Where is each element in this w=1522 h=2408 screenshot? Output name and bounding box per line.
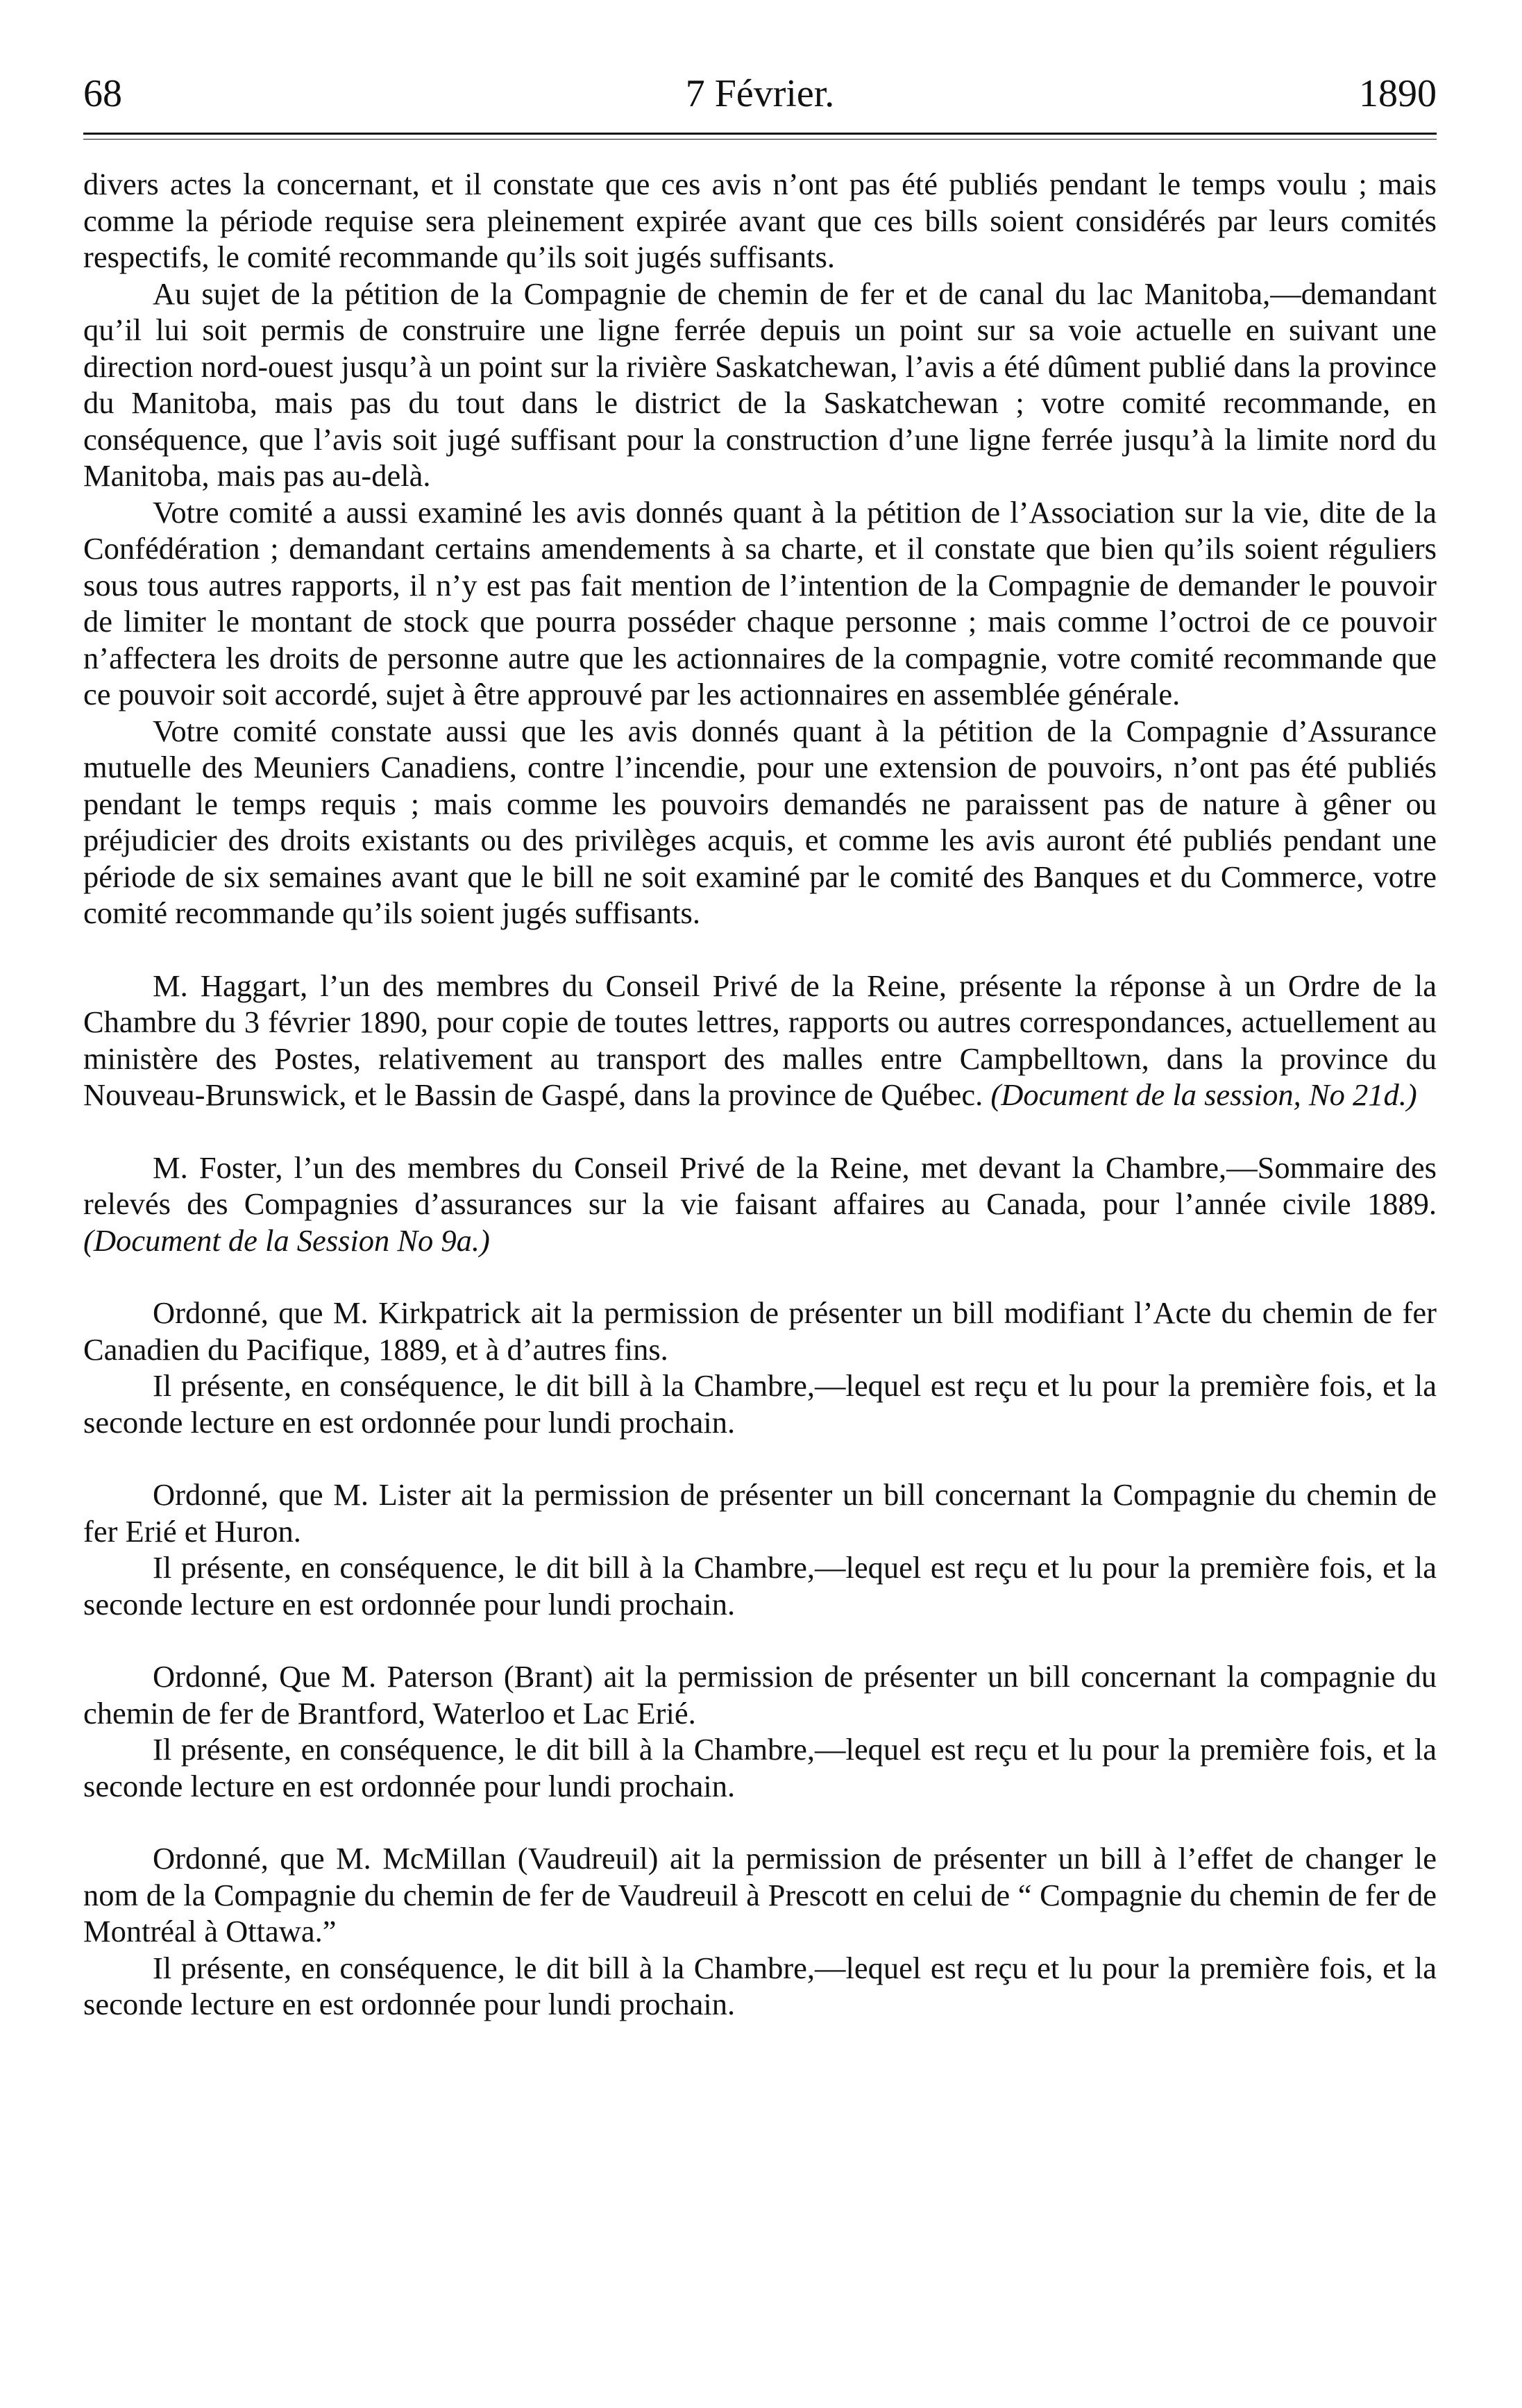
page-year: 1890	[1359, 72, 1437, 115]
page-date: 7 Février.	[685, 72, 835, 115]
paragraph: Il présente, en conséquence, le dit bill à la Chambre,—lequel est reçu et lu pour la première fois, et la seconde lecture en est ordonnée pour lundi prochain.	[83, 1550, 1437, 1622]
paragraph: M. Foster, l’un des membres du Conseil Privé de la Reine, met devant la Chambre,—Sommaire des relevés des Compagnies d’assurances sur la vie faisant affaires au Canada, pour l’année civile 1889. (Document de la Session No 9a.)	[83, 1150, 1437, 1258]
paragraph: Ordonné, que M. Lister ait la permission de présenter un bill concernant la Compagnie du chemin de fer Erié et Huron.	[83, 1477, 1437, 1549]
paragraph: Votre comité constate aussi que les avis donnés quant à la pétition de la Compagnie d’Assurance mutuelle des Meuniers Canadiens, contre l’incendie, pour une extension de pouvoirs, n’ont pas été publiés pendant le temps requis ; mais comme les pouvoirs demandés ne paraissent pas de nature à gêner ou préjudicier des droits existants ou des privilèges acquis, et comme les avis auront été publiés pendant une période de six semaines avant que le bill ne soit examiné par le comité des Banques et du Commerce, votre comité recommande qu’ils soient jugés suffisants.	[83, 713, 1437, 930]
paragraph: Il présente, en conséquence, le dit bill à la Chambre,—lequel est reçu et lu pour la première fois, et la seconde lecture en est ordonnée pour lundi prochain.	[83, 1732, 1437, 1803]
paragraph: Il présente, en conséquence, le dit bill à la Chambre,—lequel est reçu et lu pour la première fois, et la seconde lecture en est ordonnée pour lundi prochain.	[83, 1950, 1437, 2021]
document-reference: (Document de la session, No 21d.)	[990, 1077, 1417, 1112]
paragraph: Ordonné, que M. McMillan (Vaudreuil) ait la permission de présenter un bill à l’effet de changer le nom de la Compagnie du chemin de fer de Vaudreuil à Prescott en celui de “ Compagnie du chemin de fer de Montréal à Ottawa.”	[83, 1841, 1437, 1948]
paragraph: divers actes la concernant, et il constate que ces avis n’ont pas été publiés pendant le temps voulu ; mais comme la période requise sera pleinement expirée avant que ces bills soient considérés par leurs comités respectifs, le comité recommande qu’ils soit jugés suffisants.	[83, 167, 1437, 274]
paragraph: Ordonné, que M. Kirkpatrick ait la permission de présenter un bill modifiant l’Acte du chemin de fer Canadien du Pacifique, 1889, et à d’autres fins.	[83, 1295, 1437, 1367]
paragraph: Au sujet de la pétition de la Compagnie de chemin de fer et de canal du lac Manitoba,—demandant qu’il lui soit permis de construire une ligne ferrée depuis un point sur sa voie actuelle en suivant une direction nord-ouest jusqu’à un point sur la rivière Saskatchewan, l’avis a été dûment publié dans la province du Manitoba, mais pas du tout dans le district de la Saskatchewan ; votre comité recommande, en conséquence, que l’avis soit jugé suffisant pour la construction d’une ligne ferrée jusqu’à la limite nord du Manitoba, mais pas au-delà.	[83, 276, 1437, 493]
page-number: 68	[83, 72, 122, 115]
document-reference: (Document de la Session No 9a.)	[83, 1222, 490, 1258]
header-rule	[83, 133, 1437, 140]
paragraph: Votre comité a aussi examiné les avis donnés quant à la pétition de l’Association sur la vie, dite de la Confédération ; demandant certains amendements à sa charte, et il constate que bien qu’ils soient réguliers sous tous autres rapports, il n’y est pas fait mention de l’intention de la Compagnie de demander le pouvoir de limiter le montant de stock que pourra posséder chaque personne ; mais comme l’octroi de ce pouvoir n’affectera les droits de personne autre que les actionnaires de la compagnie, votre comité recommande que ce pouvoir soit accordé, sujet à être approuvé par les actionnaires en assemblée générale.	[83, 494, 1437, 712]
document-page	[83, 66, 1437, 2377]
paragraph: M. Haggart, l’un des membres du Conseil Privé de la Reine, présente la réponse à un Ordre de la Chambre du 3 février 1890, pour copie de toutes lettres, rapports ou autres correspondances, actuellement au ministère des Postes, relativement au transport des malles entre Campbelltown, dans la province du Nouveau-Brunswick, et le Bassin de Gaspé, dans la province de Québec. (Document de la session, No 21d.)	[83, 968, 1437, 1112]
page-header	[83, 66, 1437, 121]
page-body	[83, 166, 1437, 2023]
paragraph: Il présente, en conséquence, le dit bill à la Chambre,—lequel est reçu et lu pour la première fois, et la seconde lecture en est ordonnée pour lundi prochain.	[83, 1368, 1437, 1440]
paragraph: Ordonné, Que M. Paterson (Brant) ait la permission de présenter un bill concernant la compagnie du chemin de fer de Brantford, Waterloo et Lac Erié.	[83, 1659, 1437, 1731]
